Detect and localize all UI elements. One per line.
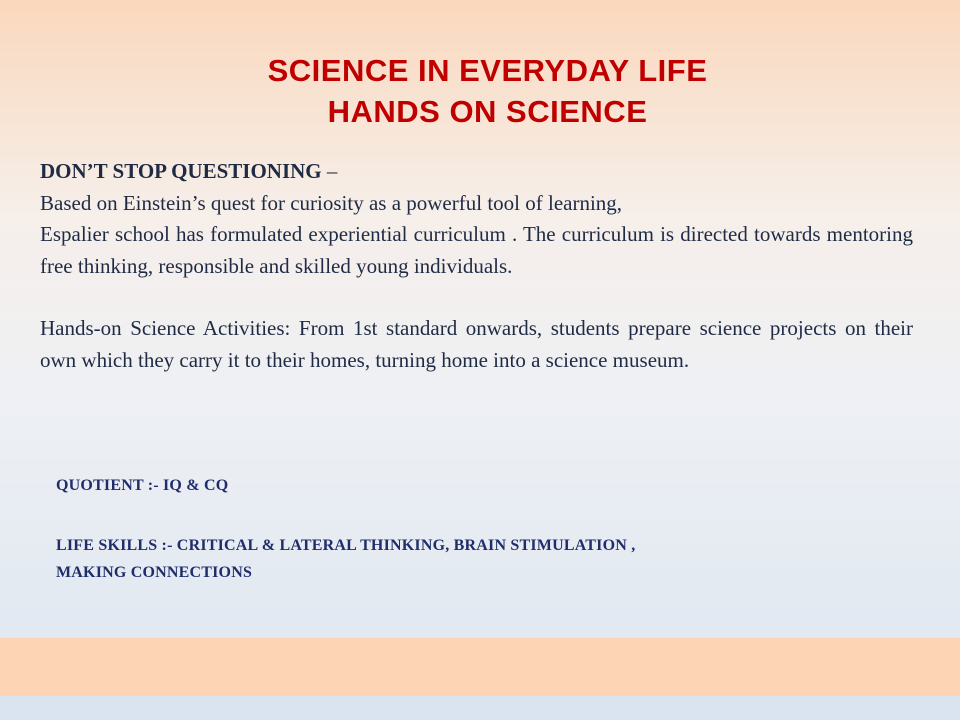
paragraph-2: Hands-on Science Activities: From 1st standard onwards, students prepare science projects on their own which they carry it to their homes, turning home into a science museum. <box>40 316 913 372</box>
paragraph-1-line-2: Espalier school has formulated experiential curriculum . The curriculum is directed towards mentoring free thinking, responsible and skilled young individuals. <box>40 222 913 278</box>
life-skills-line-1: LIFE SKILLS :- CRITICAL & LATERAL THINKING, BRAIN STIMULATION , <box>56 537 636 554</box>
section-heading <box>40 156 913 188</box>
heading-label: DON’T STOP QUESTIONING <box>40 159 322 183</box>
quotient-line: QUOTIENT :- IQ & CQ <box>56 477 229 494</box>
life-skills-block <box>56 532 876 586</box>
paragraph-1-line-1: Based on Einstein’s quest for curiosity as a powerful tool of learning, <box>40 190 623 215</box>
paragraph-spacer <box>40 282 913 313</box>
title-line-2: HANDS ON SCIENCE <box>327 94 648 129</box>
title-line-1: SCIENCE IN EVERYDAY LIFE <box>267 53 708 88</box>
body-text <box>40 156 913 376</box>
heading-dash: – <box>321 159 338 183</box>
slide-title <box>0 50 960 132</box>
footer-band-orange <box>0 638 960 696</box>
footer-band-blue <box>0 696 960 720</box>
life-skills-line-2: MAKING CONNECTIONS <box>56 564 253 581</box>
